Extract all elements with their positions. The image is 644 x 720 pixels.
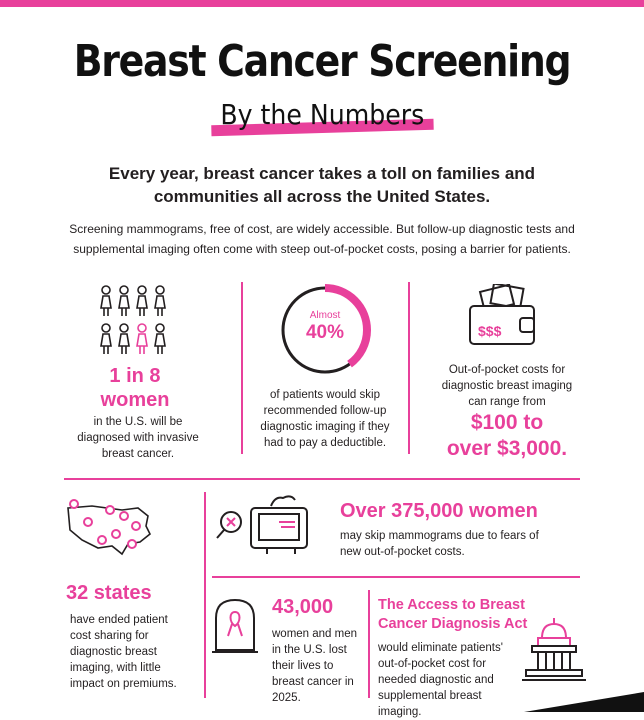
women-ratio-big2: women — [100, 389, 170, 411]
page-subtitle: By the Numbers — [220, 98, 424, 131]
women-figures-icon — [98, 284, 168, 356]
ring-value: 40% — [305, 322, 345, 343]
footer-corner-decoration — [524, 692, 644, 712]
deaths-big: 43,000 — [272, 596, 334, 618]
costs-big1: $100 to — [470, 411, 544, 434]
costs-desc: Out-of-pocket costs for diagnostic breast imaging can range from — [441, 364, 573, 408]
capitol-building-icon — [522, 616, 586, 684]
ring-top-label: Almost — [309, 310, 341, 321]
divider-2 — [408, 282, 410, 454]
horizontal-divider-2 — [212, 576, 580, 578]
divider-4 — [368, 590, 370, 698]
women-ratio-big1: 1 in 8 — [109, 365, 161, 387]
states-big: 32 states — [66, 582, 152, 604]
divider-3 — [204, 492, 206, 698]
divider-1 — [241, 282, 243, 454]
ribbon-tombstone-icon — [210, 594, 260, 656]
wallet-icon — [468, 284, 544, 350]
intro-text: Screening mammograms, free of cost, are widely accessible. But follow-up diagnostic tests and supplemental imaging often come with steep out-of-pocket costs, posing a barrier for patients. — [69, 222, 575, 256]
act-title2: Cancer Diagnosis Act — [378, 616, 528, 632]
skip-desc: may skip mammograms due to fears of new out-of-pocket costs. — [340, 530, 539, 558]
subtitle-wrap — [0, 98, 644, 131]
top-accent-bar — [0, 0, 644, 7]
deductible-desc: of patients would skip recommended follow-up diagnostic imaging if they had to pay a deductible. — [260, 389, 390, 449]
deaths-desc: women and men in the U.S. lost their lives to breast cancer in 2025. — [272, 628, 358, 704]
page-title: Breast Cancer Screening — [73, 36, 571, 87]
costs-big2: over $3,000. — [446, 437, 568, 460]
mammogram-screen-icon — [215, 492, 315, 554]
act-title1: The Access to Breast — [378, 597, 525, 613]
us-map-icon — [62, 494, 158, 560]
lead-text: Every year, breast cancer takes a toll on families and communities all across the United States. — [108, 164, 536, 206]
states-desc: have ended patient cost sharing for diagnostic breast imaging, with little impact on premiums. — [70, 614, 177, 690]
wallet-label: $$$ — [478, 323, 502, 339]
women-ratio-desc: in the U.S. will be diagnosed with invasive breast cancer. — [77, 416, 199, 460]
skip-big: Over 375,000 women — [340, 500, 538, 522]
horizontal-divider-1 — [64, 478, 580, 480]
act-desc: would eliminate patients' out-of-pocket cost for needed diagnostic and supplemental breast imaging. — [378, 642, 503, 718]
